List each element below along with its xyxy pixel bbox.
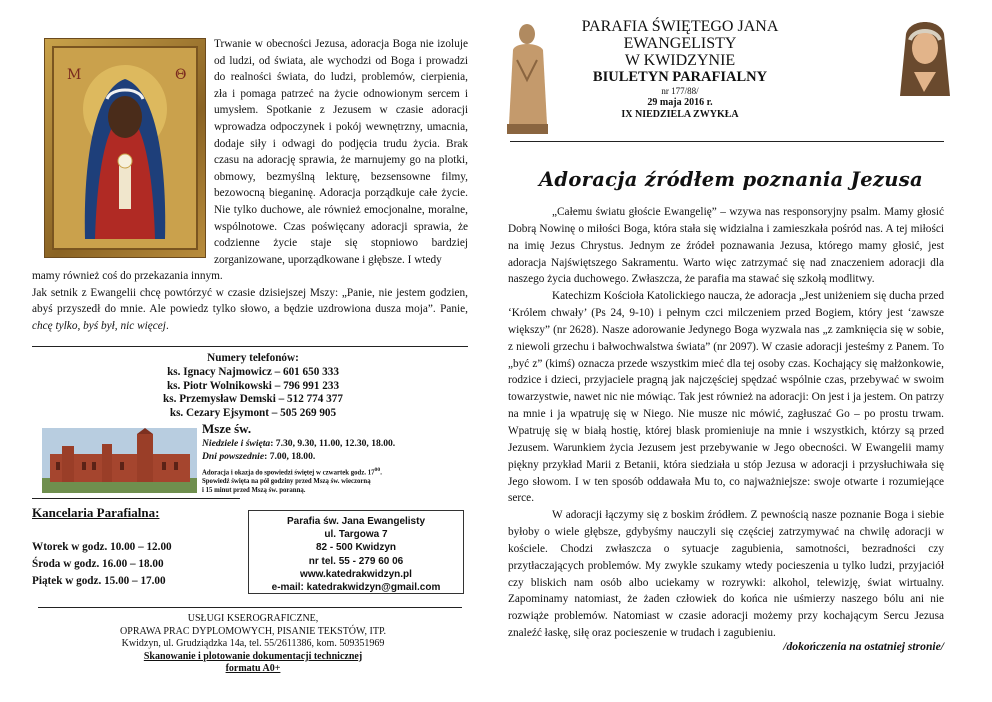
services-line: USŁUGI KSEROGRAFICZNE,	[187, 613, 319, 624]
confession-note: Spowiedź święta na pół godziny przed Mszą św. wieczorną	[202, 478, 371, 486]
office-title: Kancelaria Parafialna:	[32, 505, 160, 520]
intro-paragraph: Trwanie w obecności Jezusa, adoracja Boga nie izoluje od ludzi, od świata, ale wychodzi od Boga i prowadzi do realności świata, do ludzi, problemów, cierpienia, zła i pomaga patrzeć na życie odnowionym sercem i umysłem. Spotkanie z Jezusem w czasie adoracji wprowadza odpoczynek i pokój wewnętrzny, umacnia, dodaje siły i odwagi do podjęcia trudu życia. Brak czasu na adorację sprawia, że marnujemy go na plotki, obmowy, bezmyślną lekturę, bezsensowne filmy, bezowocną bieganinę. Adoracja porządkuje całe życie. Nie tylko duchowe, ale również emocjonalne, moralne, wspólnotowe. Czas poświęcany adoracji sprawia, że codzienne życie staje się stopniowo bardziej zorganizowane, uporządkowane i głębsze. I wtedy	[214, 38, 468, 266]
svg-text:M: M	[67, 67, 82, 83]
address-line: Parafia św. Jana Ewangelisty	[286, 516, 426, 527]
confession-note-2: i 15 minut przed Mszą św. poranną.	[202, 487, 306, 495]
services-line: OPRAWA PRAC DYPLOMOWYCH, PISANIE TEKSTÓW, ITP.	[120, 625, 386, 637]
services-ad	[40, 613, 466, 676]
office-hours-block	[32, 505, 232, 590]
article-paragraph: „Całemu światu głoście Ewangelię” – wzywa nas responsoryjny psalm. Mamy głosić Dobrą Nowinę o miłości Boga, która stała się widzialna i zamieszkała pośród nas. A tej miłości na imię Jezus Chrystus. Jednym ze źródeł poznawania Jezusa, którego mamy głosić, jest adoracja Najświętszego Sakramentu. Warto więc zatrzymać się nad znaczeniem adoracji dla naszego życia duchowego. Zwłaszcza, że parafia ma stawać się szkołą modlitwy.	[508, 206, 944, 286]
masses-title: Msze św.	[202, 421, 252, 436]
services-underlined: Skanowanie i plotowanie dokumentacji technicznej	[143, 650, 363, 662]
header-divider	[510, 141, 944, 142]
phone-line: ks. Ignacy Najmowicz – 601 650 333	[167, 365, 339, 378]
continuation-note: /dokończenia na ostatniej stronie/	[783, 640, 944, 653]
office-hours-line: Środa w godz. 16.00 – 18.00	[32, 558, 164, 570]
masses-block	[202, 421, 468, 495]
intro-continuation: mamy również coś do przekazania innym. Jak setnik z Ewangelii chcę powtórzyć w czasie dzisiejszej Mszy: „Panie, nie jestem godzien, abyś przyszedł do mnie. Ale powiedz tylko słowo, a będzie uzdrowiona dusza moja”. Panie, chcę tylko, byś był, nic więcej.	[32, 270, 468, 332]
setnik-italic: chcę tylko, byś był, nic więcej	[32, 319, 166, 332]
services-line: Kwidzyn, ul. Grudziądzka 14a, tel. 55/2611386, kom. 509351969	[121, 638, 385, 650]
services-underlined: formatu A0+	[225, 663, 281, 675]
address-line: ul. Targowa 7	[324, 529, 388, 541]
setnik-text: Jak setnik z Ewangelii chcę powtórzyć w czasie dzisiejszej Mszy: „Panie, nie jestem godzien, abyś przyszedł do mnie. Ale powiedz tylko słowo, a będzie uzdrowiona dusza moja”. Panie,	[32, 286, 468, 316]
article-paragraph: Katechizm Kościoła Katolickiego naucza, że adoracja „Jest uniżeniem się ducha przed ‘Królem chwały’ (Ps 24, 9-10) i pełnym czci milczeniem przed Bogiem, który jest ‘zawsze większy” (nr 2628). Nasze adorowanie Jedynego Boga wyzwala nas „z zamknięcia się w sobie, z niewoli grzechu i bałwochwalstwa świata” (nr 2097). W czasie adoracji jesteśmy z Panem. To „być z” (kimś) oznacza przede wszystkim mieć dla tej osoby czas. Kochający się małżonkowie, rodzice i dzieci, przyjaciele pragną jak najczęściej spędzać wspólnie czas, przebywać w swoim towarzystwie, nawet nic nie mówiąc. Tak jest również na adoracji: On jest i ja jestem. On patrzy na mnie i ja wpatruję się w Niego. Nie musze nic mówić, zagłuszać Go – po prostu trwam. Wpatruję się w białą hostię, której blask promieniuje na mnie i wszystkich, którzy są przed Jezusem. Warunkiem życia Jezusem jest przebywanie w Jego obecności. W Ewangelii mamy piękny przykład Marii z Betanii, która siedziała u stóp Jezusa w adoracji i przysłuchiwała się Jego słowom. I w ten sposób oddawała Mu to, co najważniejsze: swoje otwarte i rozumiejące serce.	[508, 290, 944, 505]
address-line: 82 - 500 Kwidzyn	[315, 542, 397, 554]
phone-line: ks. Piotr Wolnikowski – 796 991 233	[166, 379, 340, 392]
email-link[interactable]: e-mail: katedrakwidzyn@gmail.com	[271, 582, 441, 594]
sunday-masses: Niedziele i święta: 7.30, 9.30, 11.00, 12.30, 18.00.	[202, 438, 396, 449]
issue-number: nr 177/88/	[661, 86, 699, 96]
liturgical-sunday: IX NIEDZIELA ZWYKŁA	[621, 109, 739, 120]
address-phone: nr tel. 55 - 279 60 06	[308, 555, 404, 567]
office-hours-line: Piątek w godz. 15.00 – 17.00	[32, 575, 166, 587]
parish-address-box	[248, 510, 464, 594]
divider-line	[32, 498, 240, 499]
adoration-note: Adoracja i okazja do spowiedzi świętej w czwartek godz. $17^{00}$.	[202, 467, 382, 477]
divider-line	[38, 607, 462, 608]
madonna-icon-image	[44, 38, 206, 258]
divider-line	[32, 346, 468, 347]
praying-woman-image	[896, 14, 954, 96]
bulletin-header	[540, 18, 820, 121]
bulletin-title: BIULETYN PARAFIALNY	[592, 69, 768, 85]
office-hours-line: Wtorek w godz. 10.00 – 12.00	[32, 541, 172, 553]
weekday-masses: Dni powszednie: 7.00, 18.00.	[202, 451, 316, 462]
issue-date: 29 maja 2016 r.	[647, 97, 713, 108]
phone-line: ks. Cezary Ejsymont – 505 269 905	[169, 407, 337, 420]
svg-text:Θ: Θ	[175, 67, 187, 83]
article-body	[508, 204, 944, 642]
phone-numbers-block	[40, 352, 466, 421]
website-link[interactable]: www.katedrakwidzyn.pl	[300, 568, 412, 580]
article-title: Adoracja źródłem poznania Jezusa	[539, 168, 923, 191]
parish-name: PARAFIA ŚWIĘTEGO JANA EWANGELISTY	[581, 18, 779, 52]
phone-line: ks. Przemysław Demski – 512 774 377	[163, 393, 343, 406]
castle-photo	[42, 428, 197, 493]
phones-title: Numery telefonów:	[207, 352, 299, 364]
parish-city: W KWIDZYNIE	[624, 52, 736, 69]
article-paragraph: W adoracji łączymy się z boskim źródłem. Z pewnością nasze poznanie Boga i siebie byłoby o wiele głębsze, gdybyśmy nauczyli się częściej zatrzymywać na chwilę adoracji w kościele. Chodzi zwłaszcza o sytuacje zagubienia, samotności, bezradności czy przytłaczających problemów. My zwykle szukamy wtedy pocieszenia u tylko ludzi, przyjaciół czy bliskich nam osób albo uciekamy w rozrywki: alkohol, telewizję, świat wirtualny. Zapominamy natomiast, że żaden człowiek do końca nie uśmierzy naszego bólu ani nie rozwiąże problemów. Natomiast w czasie adoracji możemy przy kochającym Sercu Jezusa znaleźć łaskę, siłę oraz pocieszenie w trudach i zagubieniu.	[508, 509, 944, 640]
